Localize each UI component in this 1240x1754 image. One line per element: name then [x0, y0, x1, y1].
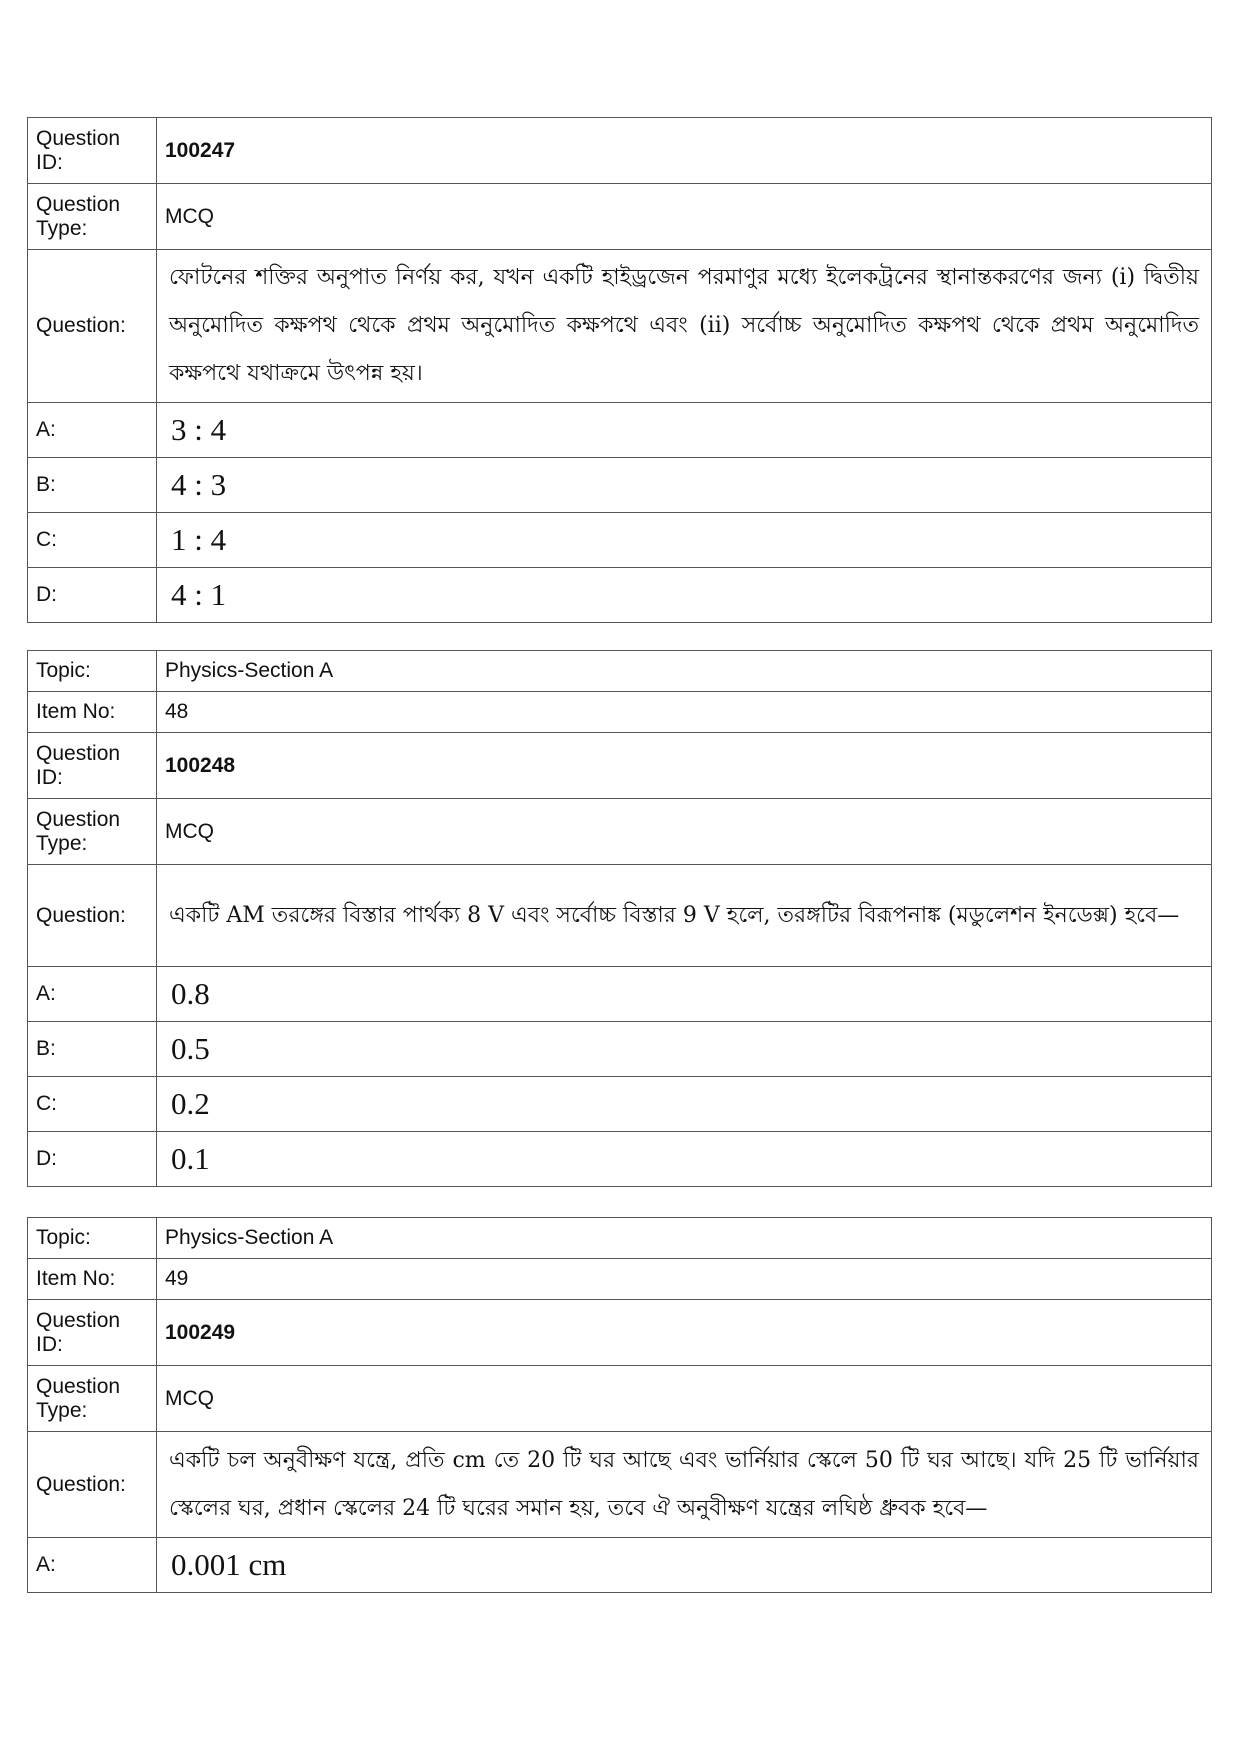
question-id-label: Question ID:	[28, 733, 157, 799]
option-value: 4 : 3	[157, 458, 1212, 513]
option-label: A:	[28, 403, 157, 458]
question-type-value: MCQ	[157, 1366, 1212, 1432]
option-row	[28, 403, 1212, 458]
option-value: 3 : 4	[157, 403, 1212, 458]
option-row	[28, 458, 1212, 513]
option-row	[28, 568, 1212, 623]
option-value: 1 : 4	[157, 513, 1212, 568]
option-value: 0.5	[157, 1022, 1212, 1077]
question-id-label: Question ID:	[28, 118, 157, 184]
question-id-value: 100247	[157, 118, 1212, 184]
question-text: একটি AM তরঙ্গের বিস্তার পার্থক্য 8 V এবং সর্বোচ্চ বিস্তার 9 V হলে, তরঙ্গটির বিরূপনাঙ্ক (মডুলেশন ইনডেক্স) হবে—	[157, 865, 1212, 967]
item-no-row	[28, 1259, 1212, 1300]
topic-value: Physics-Section A	[157, 651, 1212, 692]
option-value: 0.1	[157, 1132, 1212, 1187]
item-no-value: 48	[157, 692, 1212, 733]
topic-row	[28, 1218, 1212, 1259]
question-id-row	[28, 1300, 1212, 1366]
item-no-label: Item No:	[28, 692, 157, 733]
question-label: Question:	[28, 1432, 157, 1538]
option-value: 4 : 1	[157, 568, 1212, 623]
question-type-label: Question Type:	[28, 184, 157, 250]
question-row	[28, 250, 1212, 403]
option-value: 0.001 cm	[157, 1538, 1212, 1593]
question-id-row	[28, 733, 1212, 799]
option-label: C:	[28, 513, 157, 568]
question-row	[28, 865, 1212, 967]
question-table-100248	[27, 650, 1212, 1187]
question-row	[28, 1432, 1212, 1538]
question-id-label: Question ID:	[28, 1300, 157, 1366]
topic-label: Topic:	[28, 651, 157, 692]
question-table-100247	[27, 117, 1212, 623]
question-id-value: 100248	[157, 733, 1212, 799]
question-type-label: Question Type:	[28, 1366, 157, 1432]
question-type-row	[28, 184, 1212, 250]
option-label: B:	[28, 458, 157, 513]
option-value: 0.8	[157, 967, 1212, 1022]
option-row	[28, 1538, 1212, 1593]
option-row	[28, 513, 1212, 568]
question-text: একটি চল অনুবীক্ষণ যন্ত্রে, প্রতি cm তে 20 টি ঘর আছে এবং ভার্নিয়ার স্কেলে 50 টি ঘর আছে। যদি 25 টি ভার্নিয়ার স্কেলের ঘর, প্রধান স্কেলের 24 টি ঘরের সমান হয়, তবে ঐ অনুবীক্ষণ যন্ত্রের লঘিষ্ঠ ধ্রুবক হবে—	[157, 1432, 1212, 1538]
question-id-row	[28, 118, 1212, 184]
option-label: B:	[28, 1022, 157, 1077]
option-label: D:	[28, 568, 157, 623]
question-type-value: MCQ	[157, 184, 1212, 250]
question-label: Question:	[28, 250, 157, 403]
topic-label: Topic:	[28, 1218, 157, 1259]
topic-row	[28, 651, 1212, 692]
option-label: C:	[28, 1077, 157, 1132]
item-no-value: 49	[157, 1259, 1212, 1300]
question-table-100249	[27, 1217, 1212, 1593]
option-label: A:	[28, 967, 157, 1022]
option-row	[28, 967, 1212, 1022]
item-no-row	[28, 692, 1212, 733]
option-row	[28, 1132, 1212, 1187]
question-type-row	[28, 799, 1212, 865]
option-row	[28, 1077, 1212, 1132]
question-type-row	[28, 1366, 1212, 1432]
topic-value: Physics-Section A	[157, 1218, 1212, 1259]
option-row	[28, 1022, 1212, 1077]
question-type-label: Question Type:	[28, 799, 157, 865]
option-label: A:	[28, 1538, 157, 1593]
question-label: Question:	[28, 865, 157, 967]
option-label: D:	[28, 1132, 157, 1187]
option-value: 0.2	[157, 1077, 1212, 1132]
item-no-label: Item No:	[28, 1259, 157, 1300]
question-id-value: 100249	[157, 1300, 1212, 1366]
question-type-value: MCQ	[157, 799, 1212, 865]
question-text: ফোটনের শক্তির অনুপাত নির্ণয় কর, যখন একটি হাইড্রজেন পরমাণুর মধ্যে ইলেকট্রনের স্থানান্তকরণের জন্য (i) দ্বিতীয় অনুমোদিত কক্ষপথ থেকে প্রথম অনুমোদিত কক্ষপথে এবং (ii) সর্বোচ্চ অনুমোদিত কক্ষপথ থেকে প্রথম অনুমোদিত কক্ষপথে যথাক্রমে উৎপন্ন হয়।	[157, 250, 1212, 403]
